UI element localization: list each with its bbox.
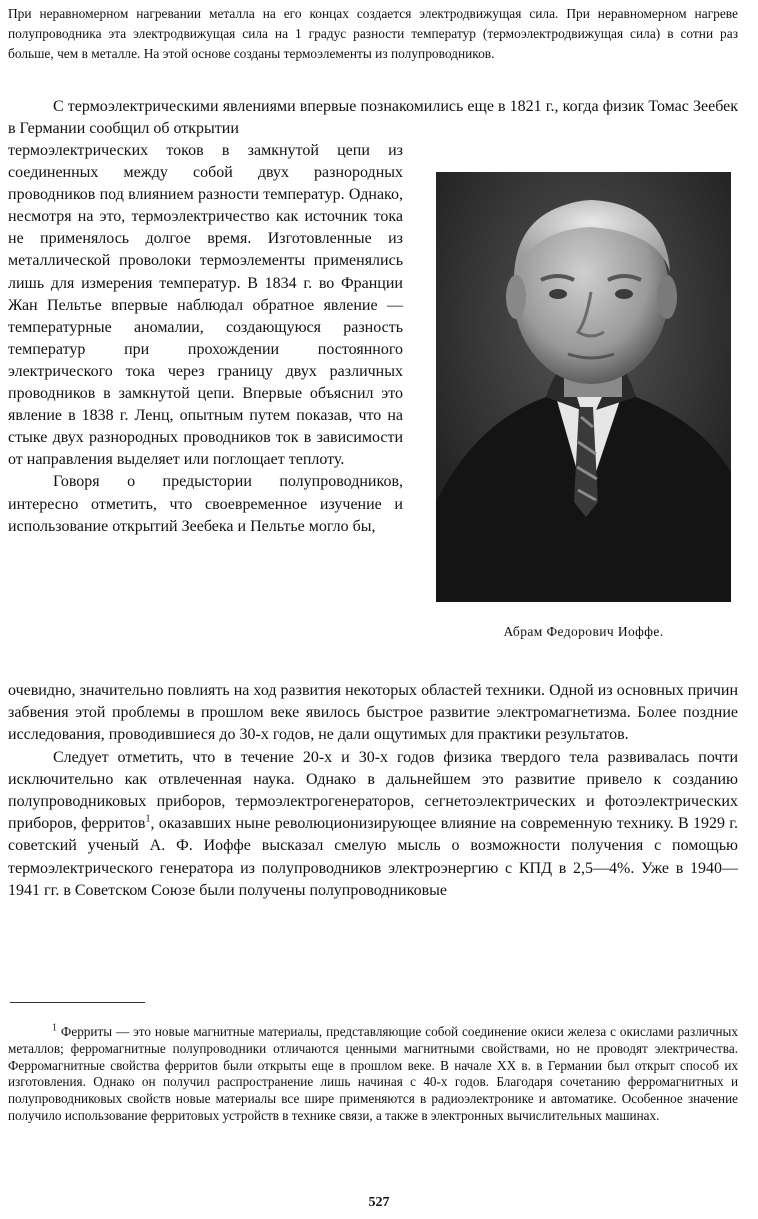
- footnote-text: Ферриты — это новые магнитные материалы, представляющие собой соединение окиси железа с окислами различных металлов; ферромагнитные полупроводники отличаются ценными магнитными свойствами, но не проводят электричества. Ферромагнитные свойства ферритов были открыты еще в прошлом веке. В начале XX в. в Германии был открыт способ их изготовления. Однако он получил распространение лишь начиная с 40-х годов. Благодаря сочетанию ферромагнитных и полупроводниковых свойств новые материалы все шире применяются в радиоэлектронике и автоматике. Особенное значение получило использование ферритовых устройств в технике связи, а также в электронных вычислительных машинах.: [8, 1024, 739, 1123]
- footnote-number: 1: [52, 1022, 57, 1034]
- paragraph-solid-state-physics-part-b: , оказавших ныне революционизирующее влияние на современную технику. В 1929 г. советский ученый А. Ф. Иоффе высказал смелую мысль о возможности получения с помощью термоэлектрического генератора из полупроводников электроэнергию с КПД в 2,5—4%. Уже в 1940—1941 гг. в Советском Союзе были получены полупроводниковые: [8, 815, 738, 899]
- main-paragraph-start: С термоэлектрическими явлениями впервые познакомились еще в 1821 г., когда физик Томас Зеебек в Германии сообщил об открытии: [8, 98, 738, 137]
- paragraph-prehistory: Говоря о предыстории полупроводников, интересно отметить, что своевременное изучение и использование открытий Зеебека и Пельтье могло бы,: [8, 473, 403, 535]
- footnote: [8, 1024, 738, 1125]
- photo-caption: Абрам Федорович Иоффе.: [503, 624, 664, 639]
- paragraph-thermoelectric-history: термоэлектрических токов в замкнутой цепи из соединенных между собой двух разнородных проводников под влиянием разности температур. Однако, несмотря на это, термоэлектричество как источник тока не применялось долгое время. Изготовленные из металлической проволоки термоэлементы применялись лишь для измерения температур. В 1834 г. во Франции Жан Пельтье впервые наблюдал обратное явление — температурные аномалии, создающуюся разность температур при прохождении постоянного электрического тока через границу двух различных проводников в замкнутой цепи. Впервые объяснил это явление в 1838 г. Ленц, опытным путем показав, что на стыке двух разнородных проводников ток в зависимости от направления выделяет или поглощает теплоту.: [8, 142, 403, 469]
- text-bottom: [8, 680, 738, 902]
- paragraph-solid-state-physics-part-a: Следует отметить, что в течение 20-х и 30-х годов физика твердого тела развивалась почти исключительно как отвлеченная наука. Однако в дальнейшем это развитие привело к созданию полупроводниковых приборов, термоэлектрогенераторов, сегнетоэлектрических и фотоэлектрических приборов, ферритов: [8, 748, 738, 833]
- paragraph-solid-state-physics: [8, 747, 738, 902]
- intro-paragraph: При неравномерном нагревании металла на его концах создается электродвижущая сила. При неравномерном нагреве полупроводника эта электродвижущая сила на 1 градус разности температур (термоэлектродвижущая сила) в сотни раз больше, чем в металле. На этой основе созданы термоэлементы из полупроводников.: [8, 6, 738, 61]
- portrait-photo: [436, 172, 731, 602]
- paragraph-prehistory-continued: очевидно, значительно повлиять на ход развития некоторых областей техники. Одной из основных причин забвения этой проблемы в прошлом веке явилось быстрое развитие электромагнетизма. Более поздние исследования, проводившиеся до 30-х годов, не дали ощутимых для практики результатов.: [8, 682, 738, 744]
- text-column-left: [8, 140, 403, 538]
- footnote-reference[interactable]: 1: [145, 813, 151, 825]
- footnote-separator: [10, 1002, 145, 1003]
- portrait-illustration: [436, 172, 731, 602]
- page-number: 527: [368, 1195, 390, 1210]
